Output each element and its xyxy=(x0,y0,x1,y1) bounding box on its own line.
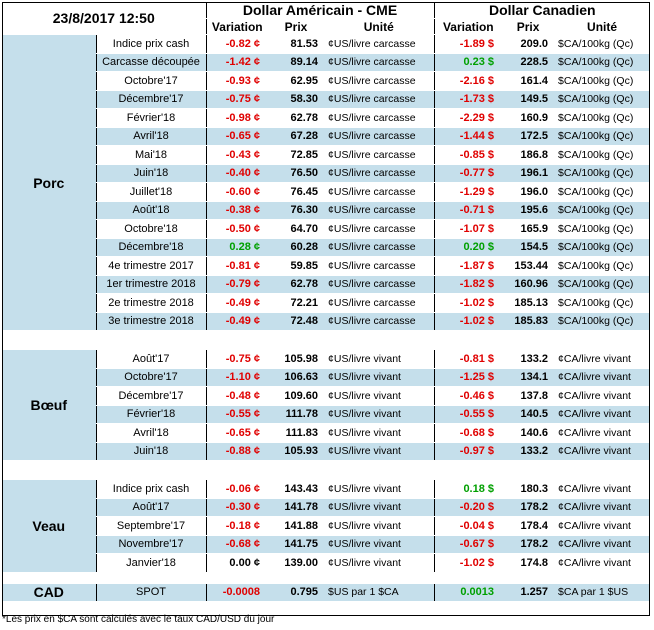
cad-variation: -0.81 $ xyxy=(434,350,502,369)
usd-unit: ¢US/livre vivant xyxy=(324,368,434,387)
table-row xyxy=(2,442,650,461)
cad-price: 1.257 xyxy=(502,583,554,602)
table-row xyxy=(2,424,650,443)
cad-price: 196.0 xyxy=(502,183,554,202)
cad-price: 133.2 xyxy=(502,442,554,461)
usd-variation: -0.98 ¢ xyxy=(206,109,268,128)
table-row xyxy=(2,35,650,54)
usd-price: 89.14 xyxy=(268,53,324,72)
cad-unit: ¢CA/livre vivant xyxy=(554,424,650,443)
usd-variation: -0.49 ¢ xyxy=(206,312,268,331)
usd-variation: -0.81 ¢ xyxy=(206,257,268,276)
table-row xyxy=(2,312,650,331)
usd-price: 105.98 xyxy=(268,350,324,369)
usd-variation: -0.79 ¢ xyxy=(206,275,268,294)
usd-variation: -0.88 ¢ xyxy=(206,442,268,461)
usd-price: 67.28 xyxy=(268,127,324,146)
usd-price: 81.53 xyxy=(268,35,324,54)
row-label: Février'18 xyxy=(96,109,206,128)
cad-variation: -0.55 $ xyxy=(434,405,502,424)
cad-unit: $CA/100kg (Qc) xyxy=(554,294,650,313)
usd-price: 143.43 xyxy=(268,480,324,499)
row-label: Juin'18 xyxy=(96,164,206,183)
usd-unit: ¢US/livre vivant xyxy=(324,424,434,443)
header-row-1 xyxy=(2,2,650,19)
usd-unit: ¢US/livre vivant xyxy=(324,442,434,461)
cad-unit: ¢CA/livre vivant xyxy=(554,368,650,387)
cad-price: 185.83 xyxy=(502,312,554,331)
row-label: 4e trimestre 2017 xyxy=(96,257,206,276)
usd-price: 62.78 xyxy=(268,275,324,294)
usd-price: 76.45 xyxy=(268,183,324,202)
usd-variation: -0.49 ¢ xyxy=(206,294,268,313)
cad-unit: $CA/100kg (Qc) xyxy=(554,109,650,128)
usd-price: 76.30 xyxy=(268,201,324,220)
usd-variation: 0.00 ¢ xyxy=(206,554,268,573)
table-row xyxy=(2,405,650,424)
usd-price: 72.21 xyxy=(268,294,324,313)
cad-price: 160.96 xyxy=(502,275,554,294)
usd-unit: ¢US/livre carcasse xyxy=(324,127,434,146)
cad-variation: -1.07 $ xyxy=(434,220,502,239)
table-row xyxy=(2,238,650,257)
cad-variation: -0.46 $ xyxy=(434,387,502,406)
usd-variation: -0.68 ¢ xyxy=(206,535,268,554)
row-label: Décembre'17 xyxy=(96,387,206,406)
table-row xyxy=(2,368,650,387)
row-label: Octobre'17 xyxy=(96,368,206,387)
footnote: *Les prix en $CA sont calculés avec le taux CAD/USD du jour xyxy=(2,614,275,625)
cad-unit: $CA/100kg (Qc) xyxy=(554,72,650,91)
cad-price: 186.8 xyxy=(502,146,554,165)
usd-unit: ¢US/livre carcasse xyxy=(324,312,434,331)
cad-unit: $CA/100kg (Qc) xyxy=(554,220,650,239)
separator-cell xyxy=(2,461,650,472)
usd-variation: -0.75 ¢ xyxy=(206,90,268,109)
cad-price: 180.3 xyxy=(502,480,554,499)
cad-variation: -0.85 $ xyxy=(434,146,502,165)
row-label: Février'18 xyxy=(96,405,206,424)
section-separator xyxy=(2,461,650,472)
cad-variation: -0.97 $ xyxy=(434,442,502,461)
cad-unit: ¢CA/livre vivant xyxy=(554,350,650,369)
cad-variation: -0.71 $ xyxy=(434,201,502,220)
cad-unit: $CA/100kg (Qc) xyxy=(554,201,650,220)
usd-variation: -0.38 ¢ xyxy=(206,201,268,220)
cad-price: 134.1 xyxy=(502,368,554,387)
cad-price: 133.2 xyxy=(502,350,554,369)
row-label: Août'17 xyxy=(96,498,206,517)
table-row xyxy=(2,164,650,183)
row-label: Décembre'18 xyxy=(96,238,206,257)
usd-variation: -0.40 ¢ xyxy=(206,164,268,183)
row-label: 1er trimestre 2018 xyxy=(96,275,206,294)
cad-price: 195.6 xyxy=(502,201,554,220)
cad-price: 140.5 xyxy=(502,405,554,424)
section-separator xyxy=(2,572,650,583)
usd-unit: ¢US/livre vivant xyxy=(324,517,434,536)
cad-unit: $CA/100kg (Qc) xyxy=(554,127,650,146)
table-row xyxy=(2,201,650,220)
usd-unit: ¢US/livre vivant xyxy=(324,554,434,573)
cad-price: 178.4 xyxy=(502,517,554,536)
cad-price: 185.13 xyxy=(502,294,554,313)
usd-price: 106.63 xyxy=(268,368,324,387)
usd-unit: ¢US/livre carcasse xyxy=(324,35,434,54)
usd-variation: -0.48 ¢ xyxy=(206,387,268,406)
separator-cell xyxy=(2,472,650,480)
row-label: Avril'18 xyxy=(96,424,206,443)
usd-price: 141.88 xyxy=(268,517,324,536)
cad-price: 209.0 xyxy=(502,35,554,54)
cad-col-prix: Prix xyxy=(502,19,554,35)
table-row xyxy=(2,387,650,406)
cad-price: 154.5 xyxy=(502,238,554,257)
cad-price: 178.2 xyxy=(502,498,554,517)
section-separator xyxy=(2,472,650,480)
usd-unit: ¢US/livre carcasse xyxy=(324,238,434,257)
usd-col-prix: Prix xyxy=(268,19,324,35)
usd-variation: -0.55 ¢ xyxy=(206,405,268,424)
usd-unit: ¢US/livre carcasse xyxy=(324,72,434,91)
row-label: Décembre'17 xyxy=(96,90,206,109)
usd-unit: ¢US/livre carcasse xyxy=(324,146,434,165)
prices-table xyxy=(2,2,650,602)
cad-variation: -0.04 $ xyxy=(434,517,502,536)
section-label-boeuf: Bœuf xyxy=(2,350,96,461)
usd-unit: ¢US/livre carcasse xyxy=(324,53,434,72)
usd-price: 139.00 xyxy=(268,554,324,573)
cad-variation: -0.67 $ xyxy=(434,535,502,554)
usd-col-variation: Variation xyxy=(206,19,268,35)
cad-row xyxy=(2,583,650,602)
usd-unit: ¢US/livre vivant xyxy=(324,350,434,369)
cad-unit: $CA/100kg (Qc) xyxy=(554,164,650,183)
usd-unit: ¢US/livre carcasse xyxy=(324,275,434,294)
usd-unit: ¢US/livre carcasse xyxy=(324,164,434,183)
cad-group-title: Dollar Canadien xyxy=(434,2,650,19)
section-label-cad: CAD xyxy=(2,583,96,602)
usd-unit: ¢US/livre carcasse xyxy=(324,257,434,276)
usd-variation: -0.06 ¢ xyxy=(206,480,268,499)
usd-unit: ¢US/livre carcasse xyxy=(324,201,434,220)
usd-variation: -0.43 ¢ xyxy=(206,146,268,165)
cad-unit: $CA/100kg (Qc) xyxy=(554,53,650,72)
row-label: Septembre'17 xyxy=(96,517,206,536)
cad-price: 174.8 xyxy=(502,554,554,573)
usd-variation: -0.82 ¢ xyxy=(206,35,268,54)
cad-variation: -1.02 $ xyxy=(434,554,502,573)
usd-unit: ¢US/livre vivant xyxy=(324,498,434,517)
cad-variation: -1.02 $ xyxy=(434,294,502,313)
usd-col-unite: Unité xyxy=(324,19,434,35)
table-row xyxy=(2,275,650,294)
report-date: 23/8/2017 12:50 xyxy=(2,2,206,35)
cad-variation: 0.0013 xyxy=(434,583,502,602)
cad-variation: -1.02 $ xyxy=(434,312,502,331)
cad-variation: -1.82 $ xyxy=(434,275,502,294)
usd-price: 59.85 xyxy=(268,257,324,276)
cad-col-variation: Variation xyxy=(434,19,502,35)
table-row xyxy=(2,53,650,72)
cad-price: 160.9 xyxy=(502,109,554,128)
section-label-veau: Veau xyxy=(2,480,96,573)
usd-unit: ¢US/livre carcasse xyxy=(324,220,434,239)
table-row xyxy=(2,554,650,573)
separator-cell xyxy=(2,331,650,342)
usd-unit: ¢US/livre vivant xyxy=(324,480,434,499)
usd-price: 109.60 xyxy=(268,387,324,406)
cad-unit: ¢CA/livre vivant xyxy=(554,517,650,536)
table-row xyxy=(2,220,650,239)
row-label: Indice prix cash xyxy=(96,35,206,54)
usd-price: 72.48 xyxy=(268,312,324,331)
usd-variation: 0.28 ¢ xyxy=(206,238,268,257)
row-label: Octobre'18 xyxy=(96,220,206,239)
usd-price: 111.78 xyxy=(268,405,324,424)
table-row xyxy=(2,535,650,554)
cad-price: 161.4 xyxy=(502,72,554,91)
usd-price: 141.78 xyxy=(268,498,324,517)
row-label: Août'17 xyxy=(96,350,206,369)
usd-variation: -0.93 ¢ xyxy=(206,72,268,91)
cad-unit: ¢CA/livre vivant xyxy=(554,480,650,499)
usd-price: 105.93 xyxy=(268,442,324,461)
cad-variation: 0.20 $ xyxy=(434,238,502,257)
cad-price: 140.6 xyxy=(502,424,554,443)
usd-price: 58.30 xyxy=(268,90,324,109)
row-label: Janvier'18 xyxy=(96,554,206,573)
table-row xyxy=(2,72,650,91)
cad-unit: ¢CA/livre vivant xyxy=(554,554,650,573)
cad-unit: $CA/100kg (Qc) xyxy=(554,312,650,331)
cad-variation: -1.89 $ xyxy=(434,35,502,54)
usd-price: 62.78 xyxy=(268,109,324,128)
usd-price: 76.50 xyxy=(268,164,324,183)
row-label: Juillet'18 xyxy=(96,183,206,202)
cad-unit: $CA/100kg (Qc) xyxy=(554,238,650,257)
cad-price: 196.1 xyxy=(502,164,554,183)
cad-price: 165.9 xyxy=(502,220,554,239)
row-label: Indice prix cash xyxy=(96,480,206,499)
table-body xyxy=(2,35,650,602)
usd-unit: ¢US/livre vivant xyxy=(324,405,434,424)
cad-unit: $CA/100kg (Qc) xyxy=(554,257,650,276)
table-row xyxy=(2,257,650,276)
table-row xyxy=(2,90,650,109)
cad-unit: ¢CA/livre vivant xyxy=(554,387,650,406)
usd-unit: ¢US/livre carcasse xyxy=(324,183,434,202)
cad-unit: $CA/100kg (Qc) xyxy=(554,275,650,294)
cad-variation: 0.18 $ xyxy=(434,480,502,499)
usd-unit: $US par 1 $CA xyxy=(324,583,434,602)
row-label: 3e trimestre 2018 xyxy=(96,312,206,331)
usd-price: 111.83 xyxy=(268,424,324,443)
table-row xyxy=(2,109,650,128)
cad-variation: -0.68 $ xyxy=(434,424,502,443)
table-row xyxy=(2,350,650,369)
cad-variation: -1.25 $ xyxy=(434,368,502,387)
row-label: Carcasse découpée xyxy=(96,53,206,72)
row-label: Août'18 xyxy=(96,201,206,220)
usd-variation: -1.10 ¢ xyxy=(206,368,268,387)
cad-variation: -1.29 $ xyxy=(434,183,502,202)
usd-variation: -0.65 ¢ xyxy=(206,127,268,146)
cad-variation: -1.87 $ xyxy=(434,257,502,276)
table-row xyxy=(2,498,650,517)
cad-price: 149.5 xyxy=(502,90,554,109)
usd-variation: -0.60 ¢ xyxy=(206,183,268,202)
usd-price: 141.75 xyxy=(268,535,324,554)
cad-variation: -2.16 $ xyxy=(434,72,502,91)
usd-unit: ¢US/livre vivant xyxy=(324,535,434,554)
cad-unit: ¢CA/livre vivant xyxy=(554,405,650,424)
table-row xyxy=(2,127,650,146)
usd-price: 64.70 xyxy=(268,220,324,239)
row-label: Mai'18 xyxy=(96,146,206,165)
table-row xyxy=(2,294,650,313)
table-row xyxy=(2,146,650,165)
table-row xyxy=(2,517,650,536)
usd-variation: -0.18 ¢ xyxy=(206,517,268,536)
usd-price: 72.85 xyxy=(268,146,324,165)
cad-unit: $CA/100kg (Qc) xyxy=(554,183,650,202)
cad-price: 178.2 xyxy=(502,535,554,554)
usd-variation: -0.0008 xyxy=(206,583,268,602)
row-label: Avril'18 xyxy=(96,127,206,146)
row-label: Juin'18 xyxy=(96,442,206,461)
usd-price: 62.95 xyxy=(268,72,324,91)
usd-unit: ¢US/livre carcasse xyxy=(324,109,434,128)
usd-variation: -1.42 ¢ xyxy=(206,53,268,72)
cad-variation: -0.20 $ xyxy=(434,498,502,517)
usd-price: 0.795 xyxy=(268,583,324,602)
cad-unit: $CA par 1 $US xyxy=(554,583,650,602)
usd-unit: ¢US/livre carcasse xyxy=(324,294,434,313)
usd-price: 60.28 xyxy=(268,238,324,257)
cad-price: 137.8 xyxy=(502,387,554,406)
cad-unit: $CA/100kg (Qc) xyxy=(554,146,650,165)
section-label-porc: Porc xyxy=(2,35,96,331)
section-separator xyxy=(2,331,650,342)
usd-unit: ¢US/livre carcasse xyxy=(324,90,434,109)
cad-unit: ¢CA/livre vivant xyxy=(554,535,650,554)
cad-unit: $CA/100kg (Qc) xyxy=(554,90,650,109)
usd-unit: ¢US/livre vivant xyxy=(324,387,434,406)
cad-variation: -0.77 $ xyxy=(434,164,502,183)
cad-unit: ¢CA/livre vivant xyxy=(554,442,650,461)
row-label: Novembre'17 xyxy=(96,535,206,554)
cad-variation: -1.73 $ xyxy=(434,90,502,109)
section-separator xyxy=(2,342,650,350)
cad-price: 153.44 xyxy=(502,257,554,276)
separator-cell xyxy=(2,342,650,350)
usd-variation: -0.75 ¢ xyxy=(206,350,268,369)
cad-variation: -2.29 $ xyxy=(434,109,502,128)
row-label: SPOT xyxy=(96,583,206,602)
usd-variation: -0.50 ¢ xyxy=(206,220,268,239)
usd-variation: -0.30 ¢ xyxy=(206,498,268,517)
cad-price: 172.5 xyxy=(502,127,554,146)
table-row xyxy=(2,183,650,202)
row-label: 2e trimestre 2018 xyxy=(96,294,206,313)
usd-variation: -0.65 ¢ xyxy=(206,424,268,443)
usd-group-title: Dollar Américain - CME xyxy=(206,2,434,19)
separator-cell xyxy=(2,572,650,583)
row-label: Octobre'17 xyxy=(96,72,206,91)
cad-variation: -1.44 $ xyxy=(434,127,502,146)
cad-variation: 0.23 $ xyxy=(434,53,502,72)
cad-price: 228.5 xyxy=(502,53,554,72)
table-row xyxy=(2,480,650,499)
cad-unit: $CA/100kg (Qc) xyxy=(554,35,650,54)
cad-unit: ¢CA/livre vivant xyxy=(554,498,650,517)
cad-col-unite: Unité xyxy=(554,19,650,35)
